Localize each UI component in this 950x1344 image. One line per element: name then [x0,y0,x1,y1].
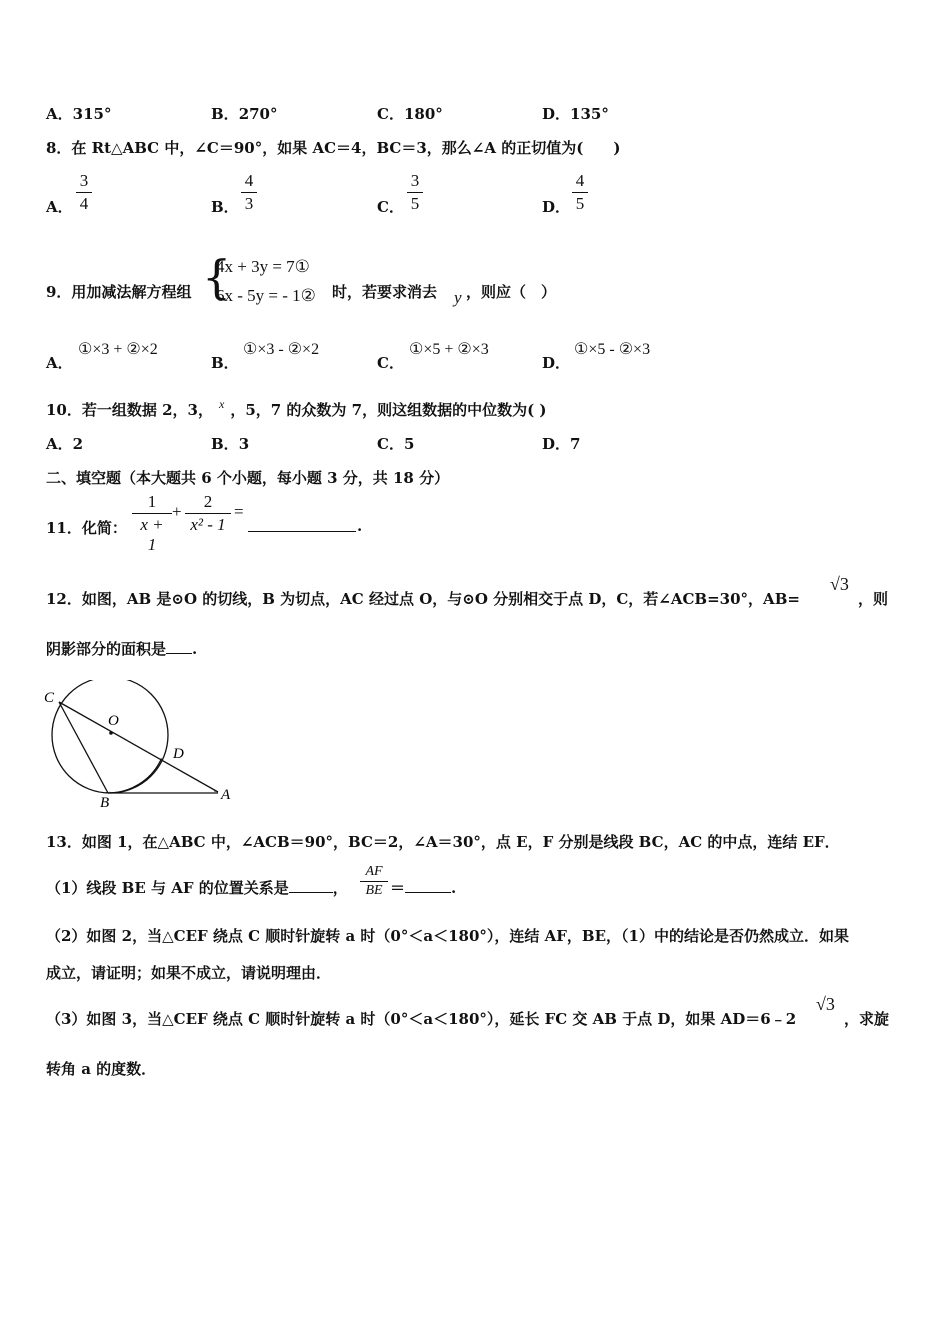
equation-system-brace: { [202,250,232,304]
q8-stem: 8．在 Rt△ABC 中，∠C＝90°，如果 AC＝4，BC＝3，那么∠A 的正切值为( ) [46,139,621,157]
denominator: x + 1 [140,515,164,554]
option-value: 135° [570,105,609,123]
q12-answer-blank [166,639,192,654]
q9-suffix: ，则应（ ） [466,283,557,301]
q7-option-b [211,103,278,124]
q13-fraction [360,864,388,899]
option-letter: B． [211,435,239,453]
q13-part1-tail [390,877,456,898]
q8-option-c-fraction [407,171,423,214]
q13-stem: 13．如图 1，在△ABC 中，∠ACB＝90°，BC＝2，∠A＝30°，点 E，F 分别是线段 BC，AC 的中点，连结 EF． [46,833,840,851]
q13-part1-blank-1 [289,878,333,893]
fraction-bar [132,513,172,514]
denominator: BE [365,883,383,898]
option-letter: A． [46,105,73,123]
circle-o [52,680,168,793]
q9-option-a-letter: A． [46,354,73,372]
q13-part2-line1: （2）如图 2，当△CEF 绕点 C 顺时针旋转 a 时（0°＜a＜180°），连结 AF，BE，（1）中的结论是否仍然成立．如果 [46,927,849,945]
q9-equation-2: 6x - 5y = - 1② [216,286,316,305]
q8-option-d-fraction [572,171,588,214]
q11-equals: = [234,502,244,521]
q13-part3-line1: （3）如图 3，当△CEF 绕点 C 顺时针旋转 a 时（0°＜a＜180°），延长 FC 交 AB 于点 D，如果 AD＝6﹣2 [46,1010,797,1028]
denominator: 5 [575,194,585,213]
q9-equation-1: 4x + 3y = 7① [216,257,310,276]
numerator: 3 [79,171,89,190]
q12-sqrt: √3 [830,574,849,594]
q9-option-d-letter: D． [542,354,571,372]
q13-part2-line2: 成立，请证明；如果不成立，请说明理由． [46,964,332,982]
q7-option-d [542,103,609,124]
q9-middle: 时，若要求消去 [332,283,438,301]
q12-line2 [46,638,197,659]
q10-stem [46,399,547,420]
label-b: B [100,795,110,810]
fraction-bar [76,192,92,193]
q9-variable: y [454,288,462,307]
option-value: 5 [403,435,415,453]
option-letter: A． [46,435,73,453]
q13-part1 [46,877,348,898]
q11-fraction-1 [132,492,172,555]
fraction-bar [572,192,588,193]
center-point-o [109,731,113,735]
q8-option-d-letter: D． [542,198,571,216]
q9-option-c-letter: C． [377,354,404,372]
label-c: C [44,690,55,706]
option-letter: C． [377,435,404,453]
denominator: 5 [410,194,420,213]
q9-option-a-expr: ①×3 + ②×2 [78,341,158,358]
q13-part3-line2: 转角 a 的度数． [46,1060,157,1078]
option-value: 315° [72,105,112,123]
option-value: 180° [403,105,443,123]
q9-option-b-expr: ①×3 - ②×2 [243,341,320,358]
label-d: D [173,746,184,762]
section-2-title: 二、填空题（本大题共 6 个小题，每小题 3 分，共 18 分） [46,469,450,487]
q10-option-a [46,433,83,454]
option-value: 270° [238,105,278,123]
q8-option-b-fraction [241,171,257,214]
option-letter: D． [542,105,571,123]
q10-option-d [542,433,580,454]
q13-part1-blank-2 [405,878,451,893]
q10-part1: 10．若一组数据 2，3， [46,401,213,419]
numerator: 3 [410,171,420,190]
denominator: x² - 1 [190,515,226,534]
q12-line1-end: ，则 [858,590,889,608]
q10-option-b [211,433,249,454]
option-letter: B． [211,105,239,123]
q13-part3-sqrt: √3 [816,994,835,1014]
option-value: 3 [238,435,250,453]
q13-part1-equals: ＝ [390,879,406,897]
denominator: 3 [244,194,254,213]
numerator: 2 [203,492,213,511]
q11-fraction-2 [185,492,231,535]
q11-plus: + [172,502,182,521]
option-letter: C． [377,105,404,123]
q9-prefix: 9．用加减法解方程组 [46,283,192,301]
numerator: 4 [244,171,254,190]
label-o: O [108,713,119,729]
q11-answer-blank [248,514,356,532]
option-value: 2 [72,435,84,453]
q13-part1-comma: ， [332,879,348,897]
q10-variable: x [218,397,225,411]
q7-option-c [377,103,443,124]
q8-option-b-letter: B． [211,198,239,216]
q9-option-c-expr: ①×5 + ②×3 [409,341,489,358]
fraction-bar [407,192,423,193]
fraction-bar [360,881,388,882]
option-value: 7 [570,435,581,453]
q12-line1: 12．如图，AB 是⊙O 的切线，B 为切点，AC 经过点 O，与⊙O 分别相交于点 D，C，若∠ACB=30°，AB= [46,590,800,608]
q13-part1-text: （1）线段 BE 与 AF 的位置关系是 [46,879,289,897]
denominator: 4 [79,194,89,213]
numerator: 1 [147,492,157,511]
q12-figure [40,680,240,810]
q12-line2-text: 阴影部分的面积是 [46,640,167,658]
q13-part1-end: . [451,879,457,897]
q13-part3-end: ，求旋 [844,1010,890,1028]
q11-prefix: 11．化简： [46,519,127,537]
q12-line2-end: . [192,640,198,658]
q9-option-d-expr: ①×5 - ②×3 [574,341,651,358]
q10-option-c [377,433,414,454]
fraction-bar [185,513,231,514]
option-letter: D． [542,435,571,453]
q7-option-a [46,103,111,124]
q11-end: . [357,517,363,535]
fraction-bar [241,192,257,193]
q9-option-b-letter: B． [211,354,239,372]
numerator: AF [365,864,383,879]
label-a: A [221,787,231,803]
circle-mask [110,740,214,810]
q8-option-a-fraction [76,171,92,214]
q10-part2: ，5，7 的众数为 7，则这组数据的中位数为( ) [230,401,547,419]
q8-option-c-letter: C． [377,198,404,216]
numerator: 4 [575,171,585,190]
q8-option-a-letter: A． [46,198,73,216]
